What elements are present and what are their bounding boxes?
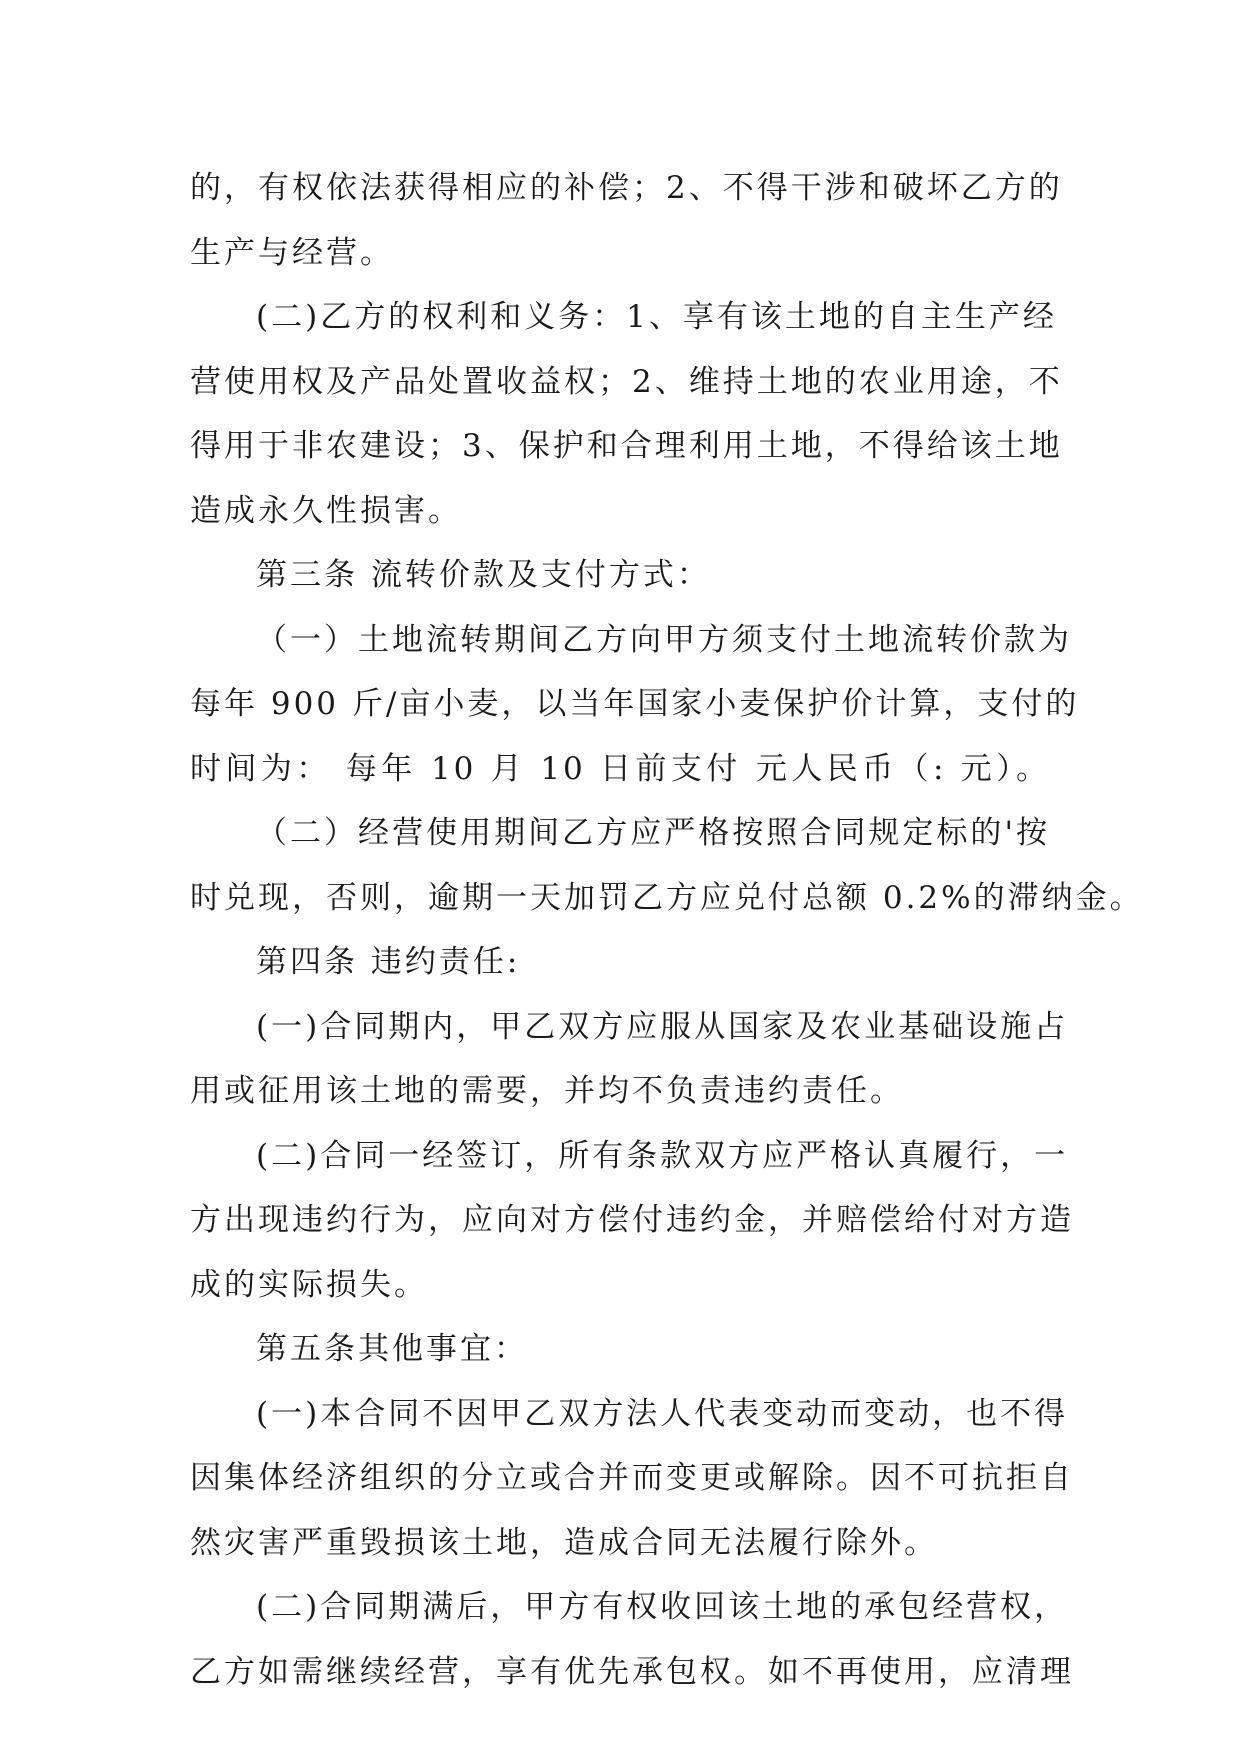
text-line: (一)本合同不因甲乙双方法人代表变动而变动，也不得	[256, 1395, 1069, 1432]
text-line: (二)合同一经签订，所有条款双方应严格认真履行，一	[256, 1137, 1069, 1174]
text-line: 时间为： 每年 10 月 10 日前支付 元人民币（: 元）。	[190, 750, 1050, 787]
text-line: 乙方如需继续经营，享有优先承包权。如不再使用，应清理	[190, 1653, 1074, 1690]
text-line: 因集体经济组织的分立或合并而变更或解除。因不可抗拒自	[190, 1460, 1074, 1496]
paragraph	[190, 608, 1080, 802]
paragraph	[190, 1124, 1074, 1318]
document-page	[190, 156, 1144, 1704]
section-heading	[190, 930, 1050, 995]
text-line: 成的实际损失。	[190, 1266, 428, 1303]
text-line: 时兑现，否则，逾期一天加罚乙方应兑付总额 0.2%的滞纳金。	[190, 879, 1144, 916]
text-line: (一)合同期内，甲乙双方应服从国家及农业基础设施占	[256, 1008, 1069, 1045]
text-line: 第三条 流转价款及支付方式：	[256, 557, 711, 593]
text-line: 用或征用该土地的需要，并均不负责违约责任。	[190, 1073, 904, 1109]
paragraph	[190, 801, 1144, 930]
section-heading	[190, 543, 1050, 608]
paragraph	[190, 156, 1063, 285]
text-line: 方出现违约行为，应向对方偿付违约金，并赔偿给付对方造	[190, 1202, 1074, 1238]
text-line: 的，有权依法获得相应的补偿；2、不得干涉和破坏乙方的	[190, 170, 1063, 206]
paragraph	[190, 285, 1063, 543]
paragraph	[190, 1575, 1074, 1704]
text-line: 生产与经营。	[190, 234, 394, 271]
text-line: 第四条 违约责任:	[256, 944, 521, 980]
text-line: 营使用权及产品处置收益权；2、维持土地的农业用途，不	[190, 363, 1063, 400]
text-line: （一）土地流转期间乙方向甲方须支付土地流转价款为	[256, 621, 1072, 658]
text-line: (二)合同期满后，甲方有权收回该土地的承包经营权，	[256, 1589, 1069, 1625]
text-line: （二）经营使用期间乙方应严格按照合同规定标的'按	[256, 815, 1050, 851]
text-line: 每年 900 斤/亩小麦，以当年国家小麦保护价计算，支付的	[190, 686, 1080, 722]
text-line: 造成永久性损害。	[190, 492, 462, 529]
paragraph	[190, 1382, 1074, 1576]
section-heading	[190, 1317, 1050, 1382]
text-line: 然灾害严重毁损该土地，造成合同无法履行除外。	[190, 1524, 938, 1561]
text-line: 得用于非农建设；3、保护和合理利用土地，不得给该土地	[190, 428, 1063, 464]
paragraph	[190, 995, 1069, 1124]
text-line: (二)乙方的权利和义务：1、享有该土地的自主生产经	[256, 299, 1057, 335]
text-line: 第五条其他事宜：	[256, 1331, 528, 1367]
